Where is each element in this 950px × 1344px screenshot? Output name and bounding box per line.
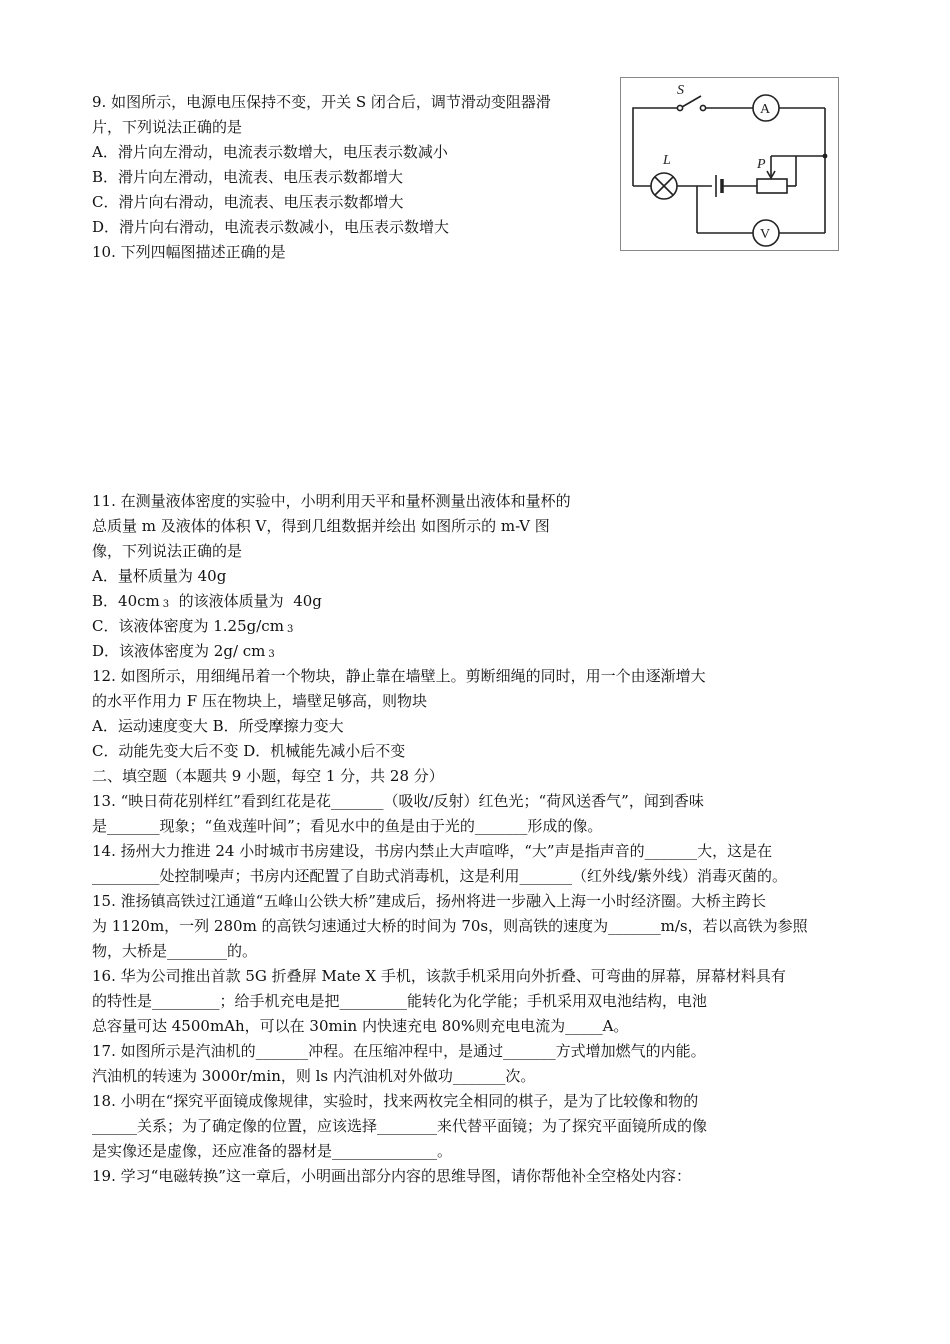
q11-option-b-text: B．40cm: [92, 592, 160, 610]
section-title: 二、填空题（本题共 9 小题，每空 1 分，共 28 分）: [92, 767, 444, 785]
q11-option-a: A．量杯质量为 40g: [92, 567, 227, 585]
fill-line: 16. 华为公司推出首款 5G 折叠屏 Mate X 手机，该款手机采用向外折叠、可弯曲的屏幕，屏幕材料具有: [92, 967, 786, 985]
fill-line: 13. “映日荷花别样红”看到红花是花_______（吸收/反射）红色光；“荷风送香气”，闻到香味: [92, 792, 704, 810]
q9-line-1: 9. 如图所示，电源电压保持不变，开关 S 闭合后，调节滑动变阻器滑: [92, 93, 551, 111]
q11-line-2: 总质量 m 及液体的体积 V，得到几组数据并绘出 如图所示的 m-V 图: [92, 517, 550, 535]
fill-line: 17. 如图所示是汽油机的_______冲程。在压缩冲程中，是通过_______方式增加燃气的内能。: [92, 1042, 706, 1060]
q12-line-1: 12. 如图所示，用细绳吊着一个物块，静止靠在墙壁上。剪断细绳的同时，用一个由逐渐增大: [92, 667, 706, 685]
q10-line: 10. 下列四幅图描述正确的是: [92, 243, 286, 261]
q11-option-c-text: C．该液体密度为 1.25g/cm: [92, 617, 284, 635]
fill-line: 15. 淮扬镇高铁过江通道“五峰山公铁大桥”建成后，扬州将进一步融入上海一小时经济圈。大桥主跨长: [92, 892, 766, 910]
fill-line: 19. 学习“电磁转换”这一章后，小明画出部分内容的思维导图，请你帮他补全空格处内容：: [92, 1167, 691, 1185]
q11-option-b-rest: 的该液体质量为 40g: [169, 592, 322, 610]
q12-line-2: 的水平作用力 F 压在物块上，墙壁足够高，则物块: [92, 692, 427, 710]
circuit-diagram: [620, 77, 839, 251]
q9-option-d: D．滑片向右滑动，电流表示数减小，电压表示数增大: [92, 218, 450, 236]
q11-option-d: [92, 641, 275, 665]
fill-line: 物，大桥是________的。: [92, 942, 258, 960]
fill-line: 是实像还是虚像，还应准备的器材是______________。: [92, 1142, 453, 1160]
fill-line: 是_______现象；“鱼戏莲叶间”；看见水中的鱼是由于光的_______形成的像。: [92, 817, 603, 835]
q12-options-ab: A．运动速度变大 B．所受摩擦力变大: [92, 717, 344, 735]
fill-line: 为 1120m，一列 280m 的高铁匀速通过大桥的时间为 70s，则高铁的速度为_______m/s，若以高铁为参照: [92, 917, 808, 935]
q11-line-3: 像，下列说法正确的是: [92, 542, 243, 560]
q11-option-b: [92, 591, 322, 615]
switch-label: S: [677, 83, 684, 98]
fill-line: 18. 小明在“探究平面镜成像规律，实验时，找来两枚完全相同的棋子，是为了比较像和物的: [92, 1092, 699, 1110]
q11-option-c-sup: 3: [286, 624, 294, 635]
q11-line-1: 11. 在测量液体密度的实验中，小明利用天平和量杯测量出液体和量杯的: [92, 492, 571, 510]
fill-line: 汽油机的转速为 3000r/min，则 ls 内汽油机对外做功_______次。: [92, 1067, 536, 1085]
q9-option-c: C．滑片向右滑动，电流表、电压表示数都增大: [92, 193, 404, 211]
voltmeter-label: V: [760, 227, 771, 242]
slider-label: P: [757, 157, 766, 172]
fill-line: ______关系；为了确定像的位置，应该选择________来代替平面镜；为了探究平面镜所成的像: [92, 1117, 708, 1135]
q9-option-b: B．滑片向左滑动，电流表、电压表示数都增大: [92, 168, 404, 186]
ammeter-label: A: [760, 102, 771, 117]
q11-option-d-sup: 3: [268, 649, 275, 660]
q12-options-cd: C．动能先变大后不变 D．机械能先减小后不变: [92, 742, 406, 760]
q11-option-c: [92, 616, 293, 640]
fill-line: 总容量可达 4500mAh，可以在 30min 内快速充电 80%则充电电流为_____A。: [92, 1017, 629, 1035]
q9-line-2: 片，下列说法正确的是: [92, 118, 243, 136]
q11-option-b-sup: 3: [162, 599, 170, 610]
fill-line: 14. 扬州大力推进 24 小时城市书房建设，书房内禁止大声喧哗，“大”声是指声音的_______大，这是在: [92, 842, 773, 860]
q9-option-a: A．滑片向左滑动，电流表示数增大，电压表示数减小: [92, 143, 448, 161]
lamp-label: L: [663, 153, 671, 168]
fill-line: 的特性是_________；给手机充电是把_________能转化为化学能；手机采用双电池结构，电池: [92, 992, 708, 1010]
q11-option-d-text: D．该液体密度为 2g/ cm: [92, 642, 266, 660]
fill-line: _________处控制噪声；书房内还配置了自助式消毒机，这是利用_______（红外线/紫外线）消毒灭菌的。: [92, 867, 788, 885]
